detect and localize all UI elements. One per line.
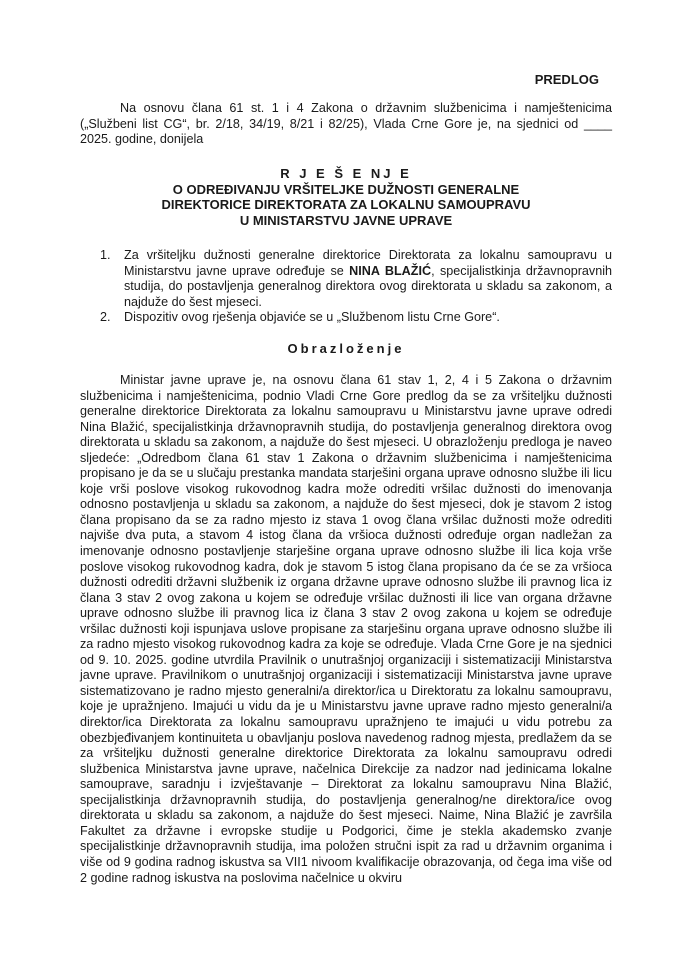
decision-subject-line-1: O ODREĐIVANJU VRŠITELJKE DUŽNOSTI GENERALNE [172, 181, 520, 197]
item-text: Dispozitiv ovog rješenja objaviće se u „Službenom listu Crne Gore“. [124, 310, 500, 325]
item-number: 1. [100, 248, 111, 262]
decision-item [100, 248, 612, 310]
legal-basis-paragraph: Na osnovu člana 61 st. 1 i 4 Zakona o državnim službenicima i namještenicima („Službeni list CG“, br. 2/18, 34/19, 8/21 i 82/25), Vlada Crne Gore je, na sjednici od ____ 2025. godine, donijela [80, 101, 612, 147]
decision-heading: R J E Š E NJ E [280, 166, 412, 181]
item-text-before: Za vršiteljku dužnosti generalne direktorice Direktorata za lokalnu samoupravu u Ministarstvu javne uprave određuje se [124, 248, 612, 278]
decision-subject-line-2: DIREKTORICE DIREKTORATA ZA LOKALNU SAMOUPRAVU [161, 197, 531, 212]
appointee-name: NINA BLAŽIĆ [349, 263, 432, 278]
item-text-after: , specijalistkinja državnopravnih studija, do postavljenja generalnog direktora ovog direktorata u skladu sa zakonom, a najduže do šest mjeseci. [124, 263, 613, 309]
item-number: 2. [100, 310, 111, 325]
decision-items [100, 248, 612, 326]
decision-title [80, 166, 612, 228]
decision-subject-line-3: U MINISTARSTVU JAVNE UPRAVE [239, 212, 453, 228]
explanation-heading: Obrazloženje [287, 341, 405, 356]
decision-item [100, 310, 612, 326]
explanation-paragraph: Ministar javne uprave je, na osnovu člana 61 stav 1, 2, 4 i 5 Zakona o državnim službenicima i namještenicima, podnio Vladi Crne Gore predlog da se za vršiteljku dužnosti generalne direktorice Direktorata za lokalnu samoupravu u Ministarstvu javne uprave odredi Nina Blažić, specijalistkinja državnopravnih studija, do postavljenja generalnog direktora ovog direktorata u skladu sa zakonom, a najduže do šest mjeseci. U obrazloženju predloga je naveo sljedeće: „Odredbom člana 61 stav 1 Zakona o državnim službenicima i namještenicima propisano je da se u slučaju prestanka mandata starješini organa uprave odnosno službe ili licu koje vrši poslove visokog rukovodnog kadra može odrediti vršilac dužnosti do imenovanja odnosno postavljenja u skladu sa zakonom, a najduže do šest mjeseci, dok je stavom 2 istog člana propisano da se za radno mjesto iz stava 1 ovog člana vršilac dužnosti može odrediti najviše dva puta, a stavom 4 istog člana da vršioca dužnosti određuje organ nadležan za imenovanje odnosno postavljenje starješine organa uprave odnosno službe ili lica koja vrše poslove visokog rukovodnog kadra, dok je stavom 5 istog člana propisano da će se za vršioca dužnosti odrediti državni službenik iz organa državne uprave odnosno službe ili pravnog lica iz člana 3 stav 2 ovog zakona u kojem se određuje vršilac dužnosti ili lice van organa državne uprave odnosno službe ili pravnog lica iz člana 3 stav 2 ovog zakona u kojem se određuje vršilac dužnosti koji ispunjava uslove propisane za starješinu organa uprave odnosno službe ili za radno mjesto visokog rukovodnog kadra za koje se određuje. Vlada Crne Gore je na sjednici od 9. 10. 2025. godine utvrdila Pravilnik o unutrašnjoj organizaciji i sistematizaciji Ministarstva javne uprave. Pravilnikom o unutrašnjoj organizaciji i sistematizaciji Ministarstva javne uprave sistematizovano je radno mjesto generalni/a direktor/ica u Direktoratu za lokalnu samoupravu, koje je upražnjeno. Imajući u vidu da je u Ministarstvu javne uprave radno mjesto generalni/a direktor/ica Direktorata za lokalnu samoupravu upražnjeno te imajući u vidu potrebu za obezbjeđivanjem kontinuiteta u obavljanju poslova navedenog radnog mjesta, predlažem da se za vršiteljku dužnosti generalne direktorice Direktorata za lokalnu samoupravu odredi službenica Ministarstva javne uprave, načelnica Direkcije za nadzor nad jedinicama lokalne samouprave, saradnju i izvještavanje – Direktorat za lokalnu samoupravu Nina Blažić, specijalistkinja državnopravnih studija, do postavljenja generalnog/ne direktora/ice ovog direktorata u skladu sa zakonom, a najduže do šest mjeseci. Naime, Nina Blažić je završila Fakultet za državne i evropske studije u Podgorici, čime je stekla akademsko zvanje specijalistkinje državnopravnih studija, ima položen stručni ispit za rad u državnim organima i više od 9 godina radnog iskustva sa VII1 nivoom kvalifikacije obrazovanja, od čega ima više od 2 godine radnog iskustva na poslovima načelnice u okviru [80, 373, 612, 885]
proposal-label: PREDLOG [534, 72, 599, 87]
